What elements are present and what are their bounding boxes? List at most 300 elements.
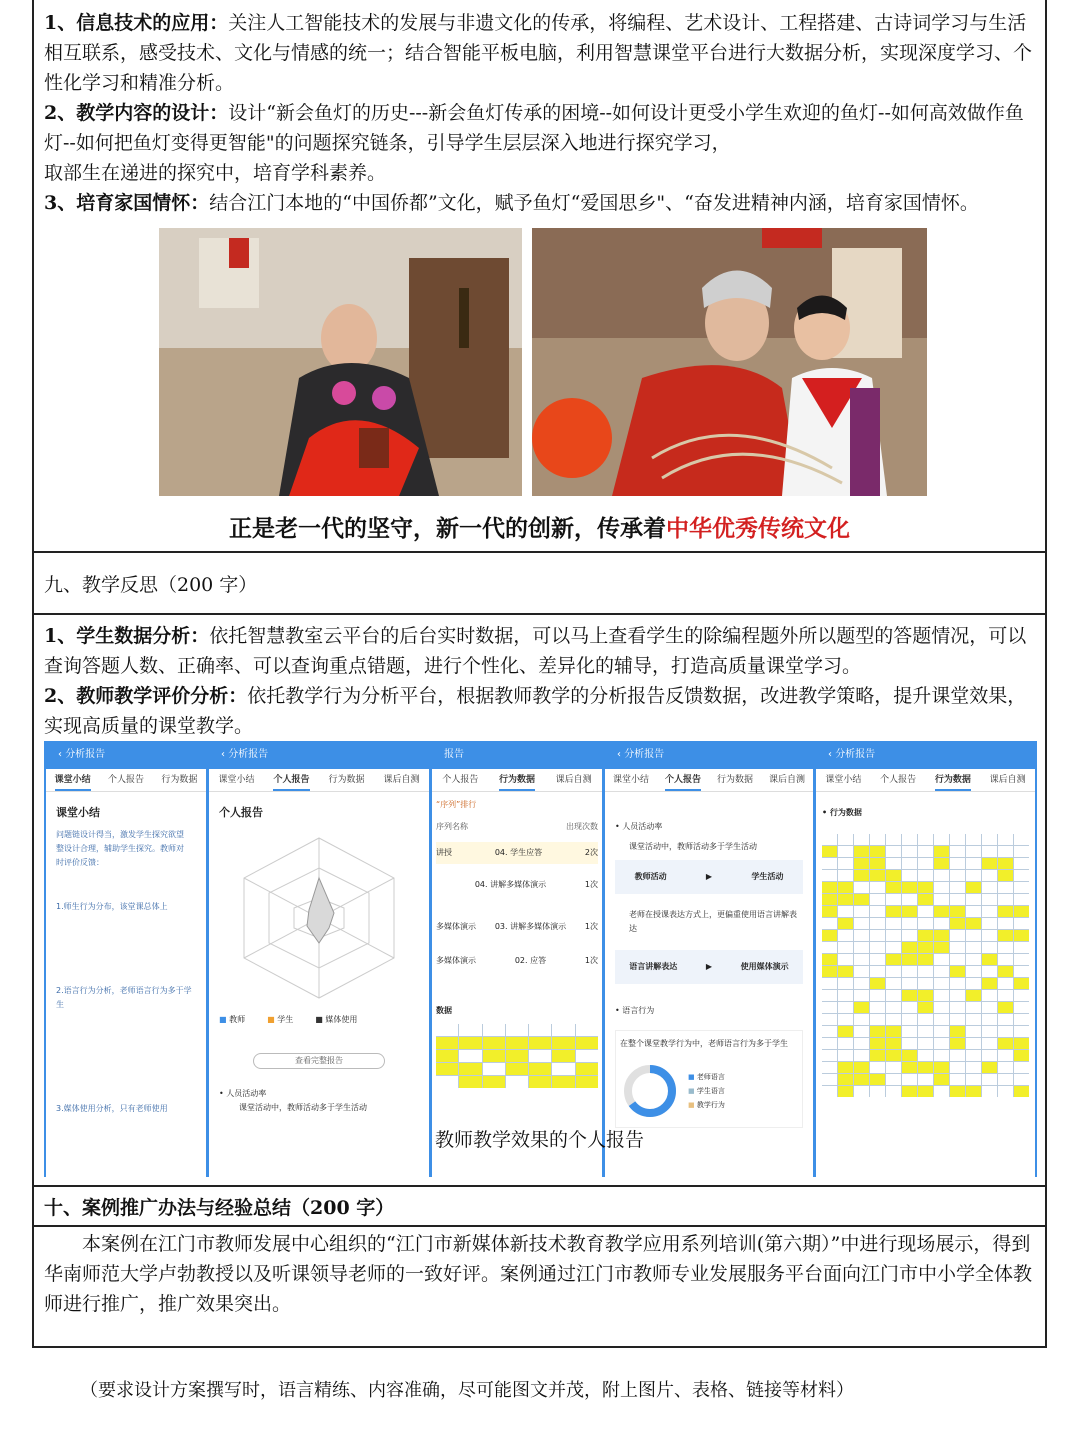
footnote: （要求设计方案撰写时，语言精练、内容准确，尽可能图文并茂，附上图片、表格、链接等材料）: [80, 1380, 854, 1401]
grid-cell: [1014, 870, 1029, 881]
grid-cell: [822, 1002, 837, 1013]
grid-cell: [902, 1074, 917, 1085]
grid-cell: [1014, 930, 1029, 941]
grid-cell: [822, 858, 837, 869]
grid-cell: [822, 1086, 837, 1097]
grid-cell: [918, 978, 933, 989]
grid-cell: [822, 1038, 837, 1049]
grid-cell: [918, 894, 933, 905]
phone-heading: 课堂小结: [56, 806, 100, 819]
grid-cell: [998, 834, 1013, 845]
grid-cell: [1014, 918, 1029, 929]
grid-cell: [934, 918, 949, 929]
grid-cell: [918, 882, 933, 893]
item-title: 1、学生数据分析：: [44, 625, 210, 647]
section-label: • 人员活动率: [615, 822, 663, 831]
grid-cell: [1014, 1014, 1029, 1025]
grid-cell: [934, 882, 949, 893]
grid-cell: [870, 870, 885, 881]
grid-cell: [998, 1026, 1013, 1037]
grid-cell: [902, 834, 917, 845]
grid-cell: [822, 990, 837, 1001]
phone-tabs: [816, 769, 1035, 792]
grid-cell: [918, 1014, 933, 1025]
grid-cell: [982, 846, 997, 857]
grid-cell: [982, 1026, 997, 1037]
item-title: 2、教学内容的设计：: [44, 102, 229, 124]
grid-cell: [870, 1062, 885, 1073]
grid-cell: [950, 1050, 965, 1061]
grid-cell: [918, 1002, 933, 1013]
tab[interactable]: 课后自测: [989, 775, 1026, 785]
phone-class-summary: [46, 741, 206, 1177]
summary-line: 1.师生行为分布，该堂课总体上: [56, 902, 168, 911]
tab[interactable]: 个人报告: [880, 775, 917, 785]
phone-tabs: [209, 769, 429, 792]
grid-cell: [934, 990, 949, 1001]
ranking-heading: “序列”排行: [436, 800, 477, 809]
grid-cell: [998, 990, 1013, 1001]
language-card: [615, 1030, 803, 1128]
promotion-text: 本案例在江门市教师发展中心组织的“江门市新媒体新技术教育教学应用系列培训(第六期）”中进行现场展示，得到华南师范大学卢勃教授以及听课领导老师的一致好评。案例通过江门市教师专业发展服务平台面向江门市中小学全体教师进行推广，推广效果突出。: [44, 1233, 1033, 1315]
grid-cell: [870, 1086, 885, 1097]
photo-caption: [34, 510, 1045, 543]
grid-cell: [1014, 1038, 1029, 1049]
grid-cell: [870, 858, 885, 869]
item-text: 依托智慧教室云平台的后台实时数据，可以马上查看学生的除编程题外所以题型的答题情况，可以查询答题人数、正确率、可以查询重点错题，进行个性化、差异化的辅导，打造高质量课堂学习。: [44, 625, 1027, 677]
grid-cell: [950, 894, 965, 905]
ranking-row: [436, 864, 598, 906]
legend-item: ■ 学生: [267, 1015, 294, 1024]
phone-sequence-ranking: [432, 741, 602, 1177]
grid-cell: [998, 846, 1013, 857]
row-cell: 2次: [584, 848, 598, 857]
item-title: 2、教师教学评价分析：: [44, 685, 248, 707]
grid-cell: [870, 1026, 885, 1037]
grid-cell: [854, 1002, 869, 1013]
ranking-row: [436, 948, 598, 974]
grid-cell: [854, 882, 869, 893]
grid-cell: [902, 942, 917, 953]
tab[interactable]: 个人报告: [273, 769, 309, 791]
grid-cell: [886, 942, 901, 953]
grid-cell: [918, 906, 933, 917]
tab[interactable]: 课后自测: [768, 775, 805, 785]
grid-cell: [838, 942, 853, 953]
grid-cell: [950, 942, 965, 953]
grid-cell: [870, 930, 885, 941]
grid-cell: [886, 858, 901, 869]
grid-cell: [966, 894, 981, 905]
phone-title-bar: ‹ 分析报告: [209, 741, 429, 769]
grid-cell: [982, 966, 997, 977]
grid-cell: [950, 1086, 965, 1097]
grid-cell: [822, 954, 837, 965]
item-teacher-eval: [44, 681, 1035, 741]
photo-grandmother-child: [532, 228, 927, 496]
activity-note: 课堂活动中，教师活动多于学生活动: [239, 1103, 367, 1112]
grid-cell: [886, 894, 901, 905]
grid-cell: [838, 1038, 853, 1049]
grid-cell: [918, 954, 933, 965]
row-cell: 03. 讲解多媒体演示: [494, 922, 567, 931]
legend-item: ■ 媒体使用: [315, 1015, 358, 1024]
compare-arrow: ▶: [705, 872, 713, 881]
grid-cell: [950, 930, 965, 941]
grid-cell: [966, 1026, 981, 1037]
grid-cell: [934, 1014, 949, 1025]
grid-cell: [966, 1074, 981, 1085]
section-9-content: [32, 615, 1047, 1187]
grid-cell: [950, 858, 965, 869]
grid-cell: [982, 990, 997, 1001]
grid-cell: [854, 918, 869, 929]
grid-cell: [950, 1038, 965, 1049]
grid-cell: [870, 978, 885, 989]
section-label-text: 人员活动率: [622, 822, 663, 831]
grid-cell: [1014, 954, 1029, 965]
grid-cell: [886, 954, 901, 965]
grid-cell: [918, 846, 933, 857]
tab[interactable]: 行为数据: [328, 775, 365, 785]
grid-cell: [886, 1050, 901, 1061]
row-cell: 04. 讲解多媒体演示: [474, 880, 547, 889]
grid-cell: [950, 1002, 965, 1013]
grid-cell: [918, 1074, 933, 1085]
grid-cell: [982, 894, 997, 905]
grid-cell: [982, 1074, 997, 1085]
grid-cell: [966, 882, 981, 893]
grid-cell: [982, 1050, 997, 1061]
grid-cell: [902, 1026, 917, 1037]
grid-cell: [918, 1062, 933, 1073]
grid-cell: [950, 990, 965, 1001]
tab[interactable]: 课堂小结: [218, 775, 255, 785]
grid-cell: [998, 894, 1013, 905]
column-header: 出现次数: [566, 822, 598, 831]
grid-cell: [854, 1050, 869, 1061]
legend-label: 学生: [277, 1015, 294, 1024]
grid-cell: [966, 1014, 981, 1025]
column-header: 序列名称: [436, 822, 468, 831]
grid-cell: [854, 906, 869, 917]
grid-cell: [934, 846, 949, 857]
grid-cell: [950, 834, 965, 845]
grid-cell: [854, 858, 869, 869]
grid-cell: [966, 870, 981, 881]
grid-cell: [1014, 1062, 1029, 1073]
grid-cell: [918, 1050, 933, 1061]
grid-cell: [838, 918, 853, 929]
grid-cell: [838, 858, 853, 869]
item-title: 3、培育家国情怀：: [44, 192, 210, 214]
grid-cell: [838, 870, 853, 881]
grid-cell: [1014, 846, 1029, 857]
grid-cell: [998, 1038, 1013, 1049]
legend-label: 教师: [229, 1015, 246, 1024]
grid-cell: [870, 1038, 885, 1049]
tab[interactable]: 行为数据: [161, 775, 198, 785]
grid-cell: [998, 1002, 1013, 1013]
grid-cell: [1014, 966, 1029, 977]
expression-compare: [615, 950, 803, 984]
grid-cell: [838, 978, 853, 989]
grid-cell: [886, 1074, 901, 1085]
grid-cell: [870, 894, 885, 905]
grid-cell: [918, 990, 933, 1001]
tab[interactable]: 课堂小结: [55, 769, 91, 791]
grid-cell: [854, 954, 869, 965]
grid-cell: [1014, 1026, 1029, 1037]
grid-cell: [934, 858, 949, 869]
grid-cell: [854, 1062, 869, 1073]
item-title: 1、信息技术的应用：: [44, 12, 229, 34]
tab[interactable]: 个人报告: [107, 775, 144, 785]
grid-cell: [902, 918, 917, 929]
grid-cell: [918, 966, 933, 977]
phone-title: 分析报告: [835, 749, 876, 760]
grid-cell: [934, 1050, 949, 1061]
tab[interactable]: 行为数据: [935, 769, 971, 791]
legend-label: 老师语言: [696, 1073, 725, 1081]
section-10-content: [32, 1227, 1047, 1348]
row-cell: 1次: [584, 880, 598, 889]
grid-cell: [934, 1086, 949, 1097]
grid-cell: [982, 834, 997, 845]
grid-cell: [934, 1062, 949, 1073]
grid-cell: [822, 918, 837, 929]
grid-cell: [918, 1086, 933, 1097]
tab[interactable]: 课堂小结: [825, 775, 862, 785]
grid-cell: [1014, 1002, 1029, 1013]
legend-label: 学生语言: [696, 1087, 725, 1095]
grid-cell: [886, 930, 901, 941]
legend-label: 教学行为: [696, 1101, 725, 1109]
row-cell: 1次: [584, 922, 598, 931]
grid-cell: [902, 894, 917, 905]
section-label-text: 人员活动率: [226, 1089, 267, 1098]
tab[interactable]: 课后自测: [555, 775, 592, 785]
donut-legend: [688, 1070, 725, 1112]
grid-cell: [982, 882, 997, 893]
grid-cell: [838, 930, 853, 941]
grid-cell: [982, 930, 997, 941]
grid-cell: [822, 930, 837, 941]
row-cell: 讲授: [436, 848, 452, 857]
grid-cell: [934, 942, 949, 953]
grid-cell: [950, 1062, 965, 1073]
grid-cell: [838, 966, 853, 977]
grid-cell: [854, 846, 869, 857]
grid-cell: [934, 906, 949, 917]
grid-cell: [998, 930, 1013, 941]
section-label: • 行为数据: [822, 808, 862, 817]
grid-cell: [966, 930, 981, 941]
tab[interactable]: 个人报告: [665, 769, 701, 791]
grid-cell: [1014, 906, 1029, 917]
grid-cell: [998, 858, 1013, 869]
expression-note: 老师在授课表达方式上，更偏重使用语言讲解表达: [629, 910, 797, 933]
grid-cell: [902, 978, 917, 989]
item-content-design: [44, 98, 1035, 158]
legend-item: ■ 教师: [219, 1015, 246, 1024]
grid-cell: [982, 1002, 997, 1013]
grid-cell: [934, 1038, 949, 1049]
section-label: • 语言行为: [615, 1006, 655, 1015]
grid-cell: [950, 966, 965, 977]
grid-cell: [886, 978, 901, 989]
grid-cell: [950, 1026, 965, 1037]
grid-cell: [966, 906, 981, 917]
grid-cell: [902, 954, 917, 965]
grid-cell: [886, 834, 901, 845]
grid-cell: [854, 942, 869, 953]
grid-cell: [982, 1062, 997, 1073]
grid-cell: [854, 1074, 869, 1085]
document: [32, 0, 1047, 1348]
grid-cell: [902, 858, 917, 869]
grid-cell: [966, 1002, 981, 1013]
caption-highlight: 中华优秀传统文化: [666, 516, 850, 542]
row-cell: 1次: [584, 956, 598, 965]
ranking-header: [436, 820, 598, 834]
grid-cell: [950, 1014, 965, 1025]
grid-cell: [1014, 1074, 1029, 1085]
grid-cell: [934, 894, 949, 905]
grid-cell: [998, 1014, 1013, 1025]
grid-cell: [886, 882, 901, 893]
summary-line: 2.语言行为分析，老师语言行为多于学生: [56, 986, 192, 1009]
grid-cell: [822, 846, 837, 857]
grid-cell: [886, 1038, 901, 1049]
grid-cell: [1014, 882, 1029, 893]
grid-cell: [870, 882, 885, 893]
grid-cell: [854, 894, 869, 905]
grid-cell: [998, 870, 1013, 881]
grid-cell: [870, 1014, 885, 1025]
grid-cell: [918, 858, 933, 869]
phone-tabs: [46, 769, 206, 792]
summary-line: 整设计合理，辅助学生探究。教师对: [56, 844, 184, 853]
grid-cell: [934, 1026, 949, 1037]
phone-content: [46, 792, 206, 1124]
grid-cell: [870, 846, 885, 857]
report-screenshots: [44, 741, 1037, 1177]
grid-cell: [838, 1086, 853, 1097]
radar-legend: [219, 1013, 419, 1027]
tab[interactable]: 课堂小结: [612, 775, 649, 785]
grid-cell: [950, 954, 965, 965]
grid-cell: [966, 834, 981, 845]
grid-cell: [838, 846, 853, 857]
grid-cell: [886, 906, 901, 917]
view-report-button[interactable]: 查看完整报告: [253, 1053, 385, 1069]
grid-cell: [966, 990, 981, 1001]
grid-cell: [838, 1050, 853, 1061]
grid-cell: [854, 966, 869, 977]
grid-cell: [902, 990, 917, 1001]
grid-cell: [838, 1002, 853, 1013]
grid-cell: [886, 846, 901, 857]
tab[interactable]: 个人报告: [442, 775, 479, 785]
compare-label: 使用媒体演示: [740, 962, 789, 971]
grid-cell: [918, 870, 933, 881]
radar-chart: [219, 828, 419, 1008]
grid-cell: [934, 870, 949, 881]
legend-item: ■ 教学行为: [688, 1101, 725, 1109]
grid-cell: [870, 834, 885, 845]
item-info-tech: [44, 8, 1035, 98]
grid-cell: [934, 834, 949, 845]
tab[interactable]: 课后自测: [383, 775, 420, 785]
grid-cell: [822, 1026, 837, 1037]
compare-label: 语言讲解表达: [629, 962, 678, 971]
grid-cell: [966, 966, 981, 977]
grid-cell: [838, 1074, 853, 1085]
grid-cell: [854, 930, 869, 941]
grid-cell: [838, 1026, 853, 1037]
grid-cell: [902, 1062, 917, 1073]
section-label-text: 行为数据: [829, 808, 862, 817]
grid-cell: [998, 954, 1013, 965]
grid-cell: [854, 870, 869, 881]
tab[interactable]: 行为数据: [499, 769, 535, 791]
grid-cell: [918, 918, 933, 929]
section-title: 十、案例推广办法与经验总结（200 字）: [44, 1196, 395, 1219]
tab[interactable]: 行为数据: [716, 775, 753, 785]
grid-cell: [918, 942, 933, 953]
grid-cell: [982, 942, 997, 953]
phone-activity-rate: [605, 741, 813, 1177]
grid-cell: [918, 1026, 933, 1037]
phone-tabs: [432, 769, 602, 792]
grid-cell: [886, 990, 901, 1001]
grid-cell: [966, 918, 981, 929]
summary-line: 3.媒体使用分析，只有老师使用: [56, 1104, 168, 1113]
grid-cell: [1014, 894, 1029, 905]
section-title: 九、教学反思（200 字）: [44, 573, 258, 596]
grid-cell: [838, 882, 853, 893]
grid-cell: [934, 954, 949, 965]
grid-cell: [950, 882, 965, 893]
grid-cell: [822, 870, 837, 881]
grid-cell: [838, 1014, 853, 1025]
photo-row: [159, 228, 929, 498]
grid-cell: [870, 942, 885, 953]
grid-cell: [902, 882, 917, 893]
ranking-row: [436, 842, 598, 864]
legend-item: ■ 老师语言: [688, 1073, 725, 1081]
grid-cell: [886, 1026, 901, 1037]
grid-cell: [998, 978, 1013, 989]
grid-cell: [870, 966, 885, 977]
activity-compare: [615, 860, 803, 894]
grid-cell: [870, 954, 885, 965]
grid-cell: [838, 954, 853, 965]
phone-title: 分析报告: [228, 749, 269, 760]
grid-cell: [854, 990, 869, 1001]
section-8-content: [32, 0, 1047, 553]
item-content-design-cont: 取部生在递进的探究中，培育学科素养。: [44, 162, 387, 184]
phone-personal-report: [209, 741, 429, 1177]
item-patriotism: [44, 188, 1035, 218]
grid-cell: [1014, 942, 1029, 953]
grid-cell: [854, 1086, 869, 1097]
grid-cell: [886, 1002, 901, 1013]
row-cell: 04. 学生应答: [494, 848, 543, 857]
compare-arrow: ▶: [705, 962, 713, 971]
item-text: 关注人工智能技术的发展与非遗文化的传承，将编程、艺术设计、工程搭建、古诗词学习与生活相互联系，感受技术、文化与情感的统一；结合智能平板电脑，利用智慧课堂平台进行大数据分析，实现深度学习、个性化学习和精准分析。: [44, 12, 1033, 94]
